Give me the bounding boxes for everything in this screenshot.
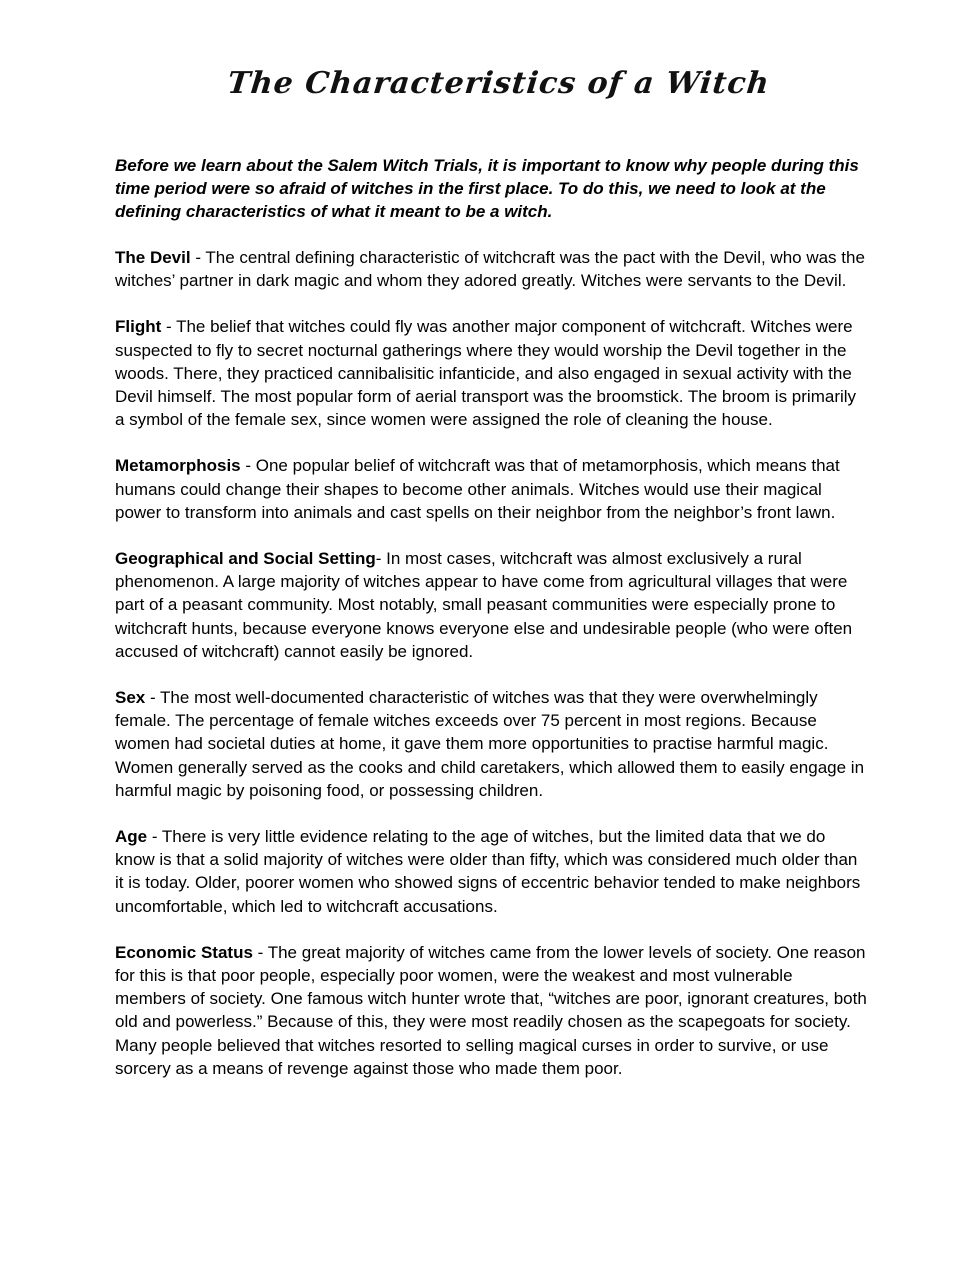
section-geographical-social-setting <box>115 547 867 663</box>
section-metamorphosis <box>115 454 867 524</box>
section-text: - The great majority of witches came from the lower levels of society. One reason for this is that poor people, especially poor women, were the weakest and most vulnerable members of society. One famous witch hunter wrote that, “witches are poor, ignorant creatures, both old and powerless.” Because of this, they were most readily chosen as the scapegoats for society. Many people believed that witches resorted to selling magical curses in order to survive, or use sorcery as a means of revenge against those who made them poor. <box>115 942 867 1078</box>
section-flight <box>115 315 867 431</box>
section-term: The Devil <box>115 248 191 267</box>
section-term: Flight <box>115 317 162 337</box>
section-sex <box>115 686 867 802</box>
section-age <box>115 825 867 918</box>
section-term: Age <box>115 827 148 847</box>
section-the-devil <box>115 246 867 292</box>
section-term: Metamorphosis <box>115 456 241 476</box>
section-text: - The most well-documented characteristic of witches was that they were overwhelmingly female. The percentage of female witches exceeds over 75 percent in most regions. Because women had societal duties at home, it gave them more opportunities to practise harmful magic. Women generally served as the cooks and child caretakers, which allowed them to easily engage in harmful magic by poisoning food, or possessing children. <box>115 688 865 800</box>
section-economic-status <box>115 941 867 1080</box>
intro-paragraph: Before we learn about the Salem Witch Trials, it is important to know why people during this time period were so afraid of witches in the first place. To do this, we need to look at the defining characteristics of what it meant to be a witch. <box>115 156 859 221</box>
section-text: - In most cases, witchcraft was almost exclusively a rural phenomenon. A large majority of witches appear to have come from agricultural villages that were part of a peasant community. Most notably, small peasant communities were especially prone to witchcraft hunts, because everyone knows everyone else and undesirable people (who were often accused of witchcraft) cannot easily be ignored. <box>115 549 853 661</box>
section-text: - There is very little evidence relating to the age of witches, but the limited data that we do know is that a solid majority of witches were older than fifty, which was considered much older than it is today. Older, poorer women who showed signs of eccentric behavior tended to make neighbors uncomfortable, which led to witchcraft accusations. <box>115 827 861 916</box>
section-text: - The central defining characteristic of witchcraft was the pact with the Devil, who was the witches’ partner in dark magic and whom they adored greatly. Witches were servants to the Devil. <box>115 248 865 291</box>
section-term: Economic Status <box>115 942 253 962</box>
section-term: Geographical and Social Setting <box>115 549 376 569</box>
section-text: - The belief that witches could fly was another major component of witchcraft. Witches were suspected to fly to secret nocturnal gatherings where they would worship the Devil together in the woods. There, they practiced cannibalisitic infanticide, and also engaged in sexual activity with the Devil himself. The most popular form of aerial transport was the broomstick. The broom is primarily a symbol of the female sex, since women were assigned the role of cleaning the house. <box>115 317 857 430</box>
section-text: - One popular belief of witchcraft was that of metamorphosis, which means that humans could change their shapes to become other animals. Witches would use their magical power to transform into animals and cast spells on their neighbor from the neighbor’s front lawn. <box>115 456 840 522</box>
section-term: Sex <box>115 688 146 708</box>
document-page <box>115 62 867 1103</box>
page-title: The Characteristics of a Witch <box>225 66 772 101</box>
